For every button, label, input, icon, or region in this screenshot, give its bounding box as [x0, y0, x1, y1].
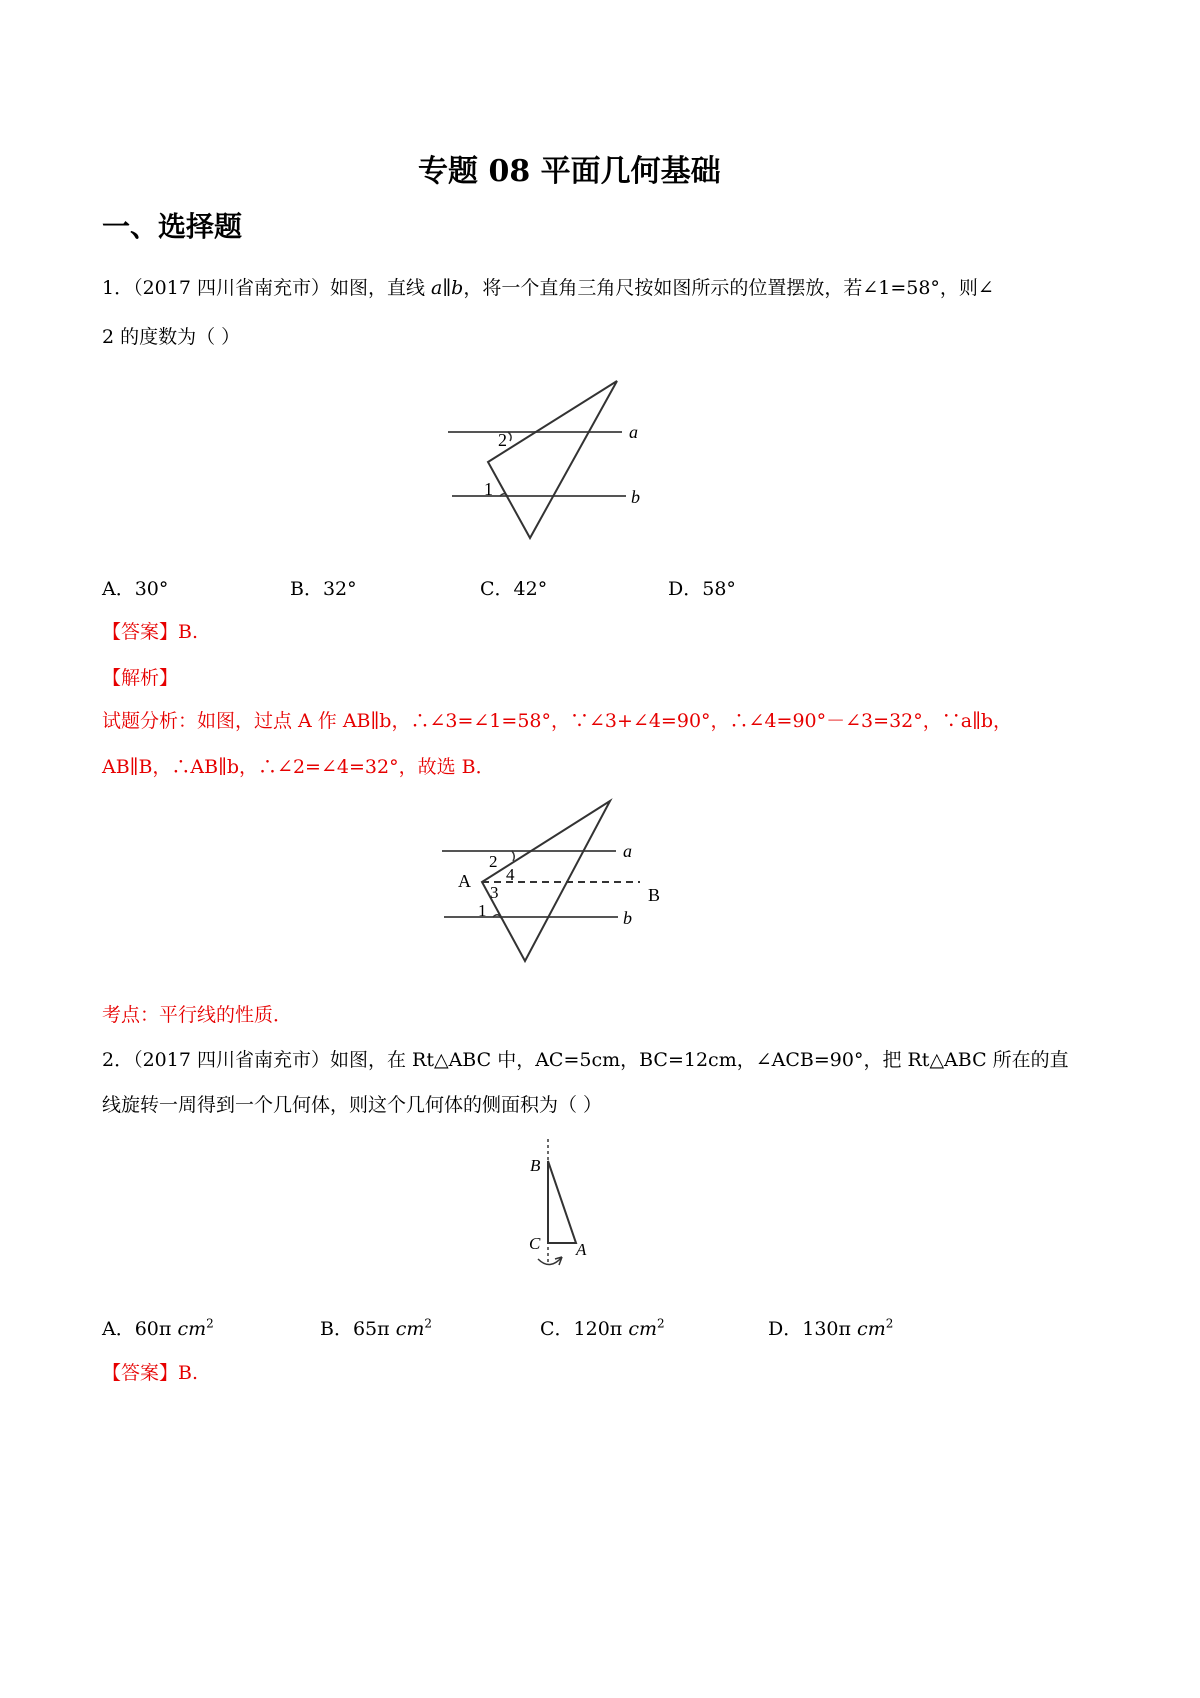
- label-point-b: B: [648, 885, 661, 905]
- q2-option-a-value: A．60π: [102, 1318, 172, 1340]
- q1-analysis-line2: AB∥B，∴AB∥b，∴∠2=∠4=32°，故选 B．: [102, 756, 495, 778]
- label-angle-4: 4: [506, 865, 515, 884]
- q1-solution-figure: [430, 795, 680, 970]
- q1-answer: 【答案】B.: [102, 621, 199, 643]
- label-c: C: [529, 1234, 541, 1253]
- q1-kaodian: 考点：平行线的性质．: [102, 1004, 293, 1026]
- label-angle-3: 3: [490, 883, 499, 902]
- q2-option-b: [320, 1314, 432, 1341]
- label-a: A: [576, 1240, 587, 1259]
- q2-option-b-exp: 2: [424, 1316, 432, 1331]
- label-b: b: [623, 908, 632, 928]
- right-triangle: [548, 1161, 576, 1243]
- q2-stem-line2: 线旋转一周得到一个几何体，则这个几何体的侧面积为（ ）: [102, 1094, 603, 1116]
- page-title: 专题 08 平面几何基础: [418, 154, 721, 189]
- q2-option-c-unit: cm: [628, 1318, 658, 1340]
- label-angle-1: 1: [484, 479, 493, 499]
- q2-option-b-value: B．65π: [320, 1318, 390, 1340]
- label-a: a: [623, 841, 632, 861]
- q2-option-a-unit: cm: [177, 1318, 207, 1340]
- angle-2-arc: [508, 432, 511, 441]
- q1-stem-part1: 1．（2017 四川省南充市）如图，直线: [102, 277, 432, 299]
- q2-option-c-exp: 2: [657, 1316, 665, 1331]
- q2-answer: 【答案】B.: [102, 1362, 199, 1384]
- q1-option-b: B．32°: [290, 578, 357, 600]
- q1-option-a: A．30°: [102, 578, 169, 600]
- q2-option-d-exp: 2: [885, 1316, 894, 1331]
- q1-stem-line2: 2 的度数为（ ）: [102, 326, 241, 348]
- q2-stem-line1: 2．（2017 四川省南充市）如图，在 Rt△ABC 中，AC=5cm，BC=12cm，∠ACB=90°，把 Rt△ABC 所在的直: [102, 1049, 1069, 1071]
- q1-stem-parallel: a∥b: [431, 277, 464, 299]
- label-angle-1: 1: [478, 901, 487, 920]
- q1-figure: [440, 370, 660, 550]
- triangle-ruler: [488, 381, 617, 538]
- q1-stem-line1: [102, 273, 994, 300]
- q1-analysis-heading: 【解析】: [102, 667, 179, 689]
- q1-option-d: D．58°: [668, 578, 736, 600]
- q2-option-d-unit: cm: [857, 1318, 886, 1340]
- q2-option-a: [102, 1314, 214, 1341]
- label-b: b: [631, 487, 640, 507]
- label-point-a: A: [458, 871, 471, 891]
- q1-stem-part2: ，将一个直角三角尺按如图所示的位置摆放，若∠1=58°，则∠: [463, 277, 994, 299]
- q2-option-c: [540, 1314, 665, 1341]
- q2-option-d-value: D．130π: [768, 1318, 851, 1340]
- q2-option-b-unit: cm: [395, 1318, 425, 1340]
- q2-option-d: [768, 1314, 893, 1341]
- angle-2-arc: [512, 851, 514, 861]
- label-a: a: [629, 422, 638, 442]
- label-b: B: [530, 1156, 541, 1175]
- q2-option-a-exp: 2: [206, 1316, 214, 1331]
- label-angle-2: 2: [498, 430, 507, 450]
- q2-figure: [520, 1135, 600, 1275]
- q2-option-c-value: C．120π: [540, 1318, 623, 1340]
- label-angle-2: 2: [489, 852, 498, 871]
- q1-analysis-line1: 试题分析：如图，过点 A 作 AB∥b，∴∠3=∠1=58°，∵∠3+∠4=90°，∴∠4=90°－∠3=32°，∵a∥b，: [102, 710, 1013, 732]
- q1-option-c: C．42°: [480, 578, 548, 600]
- section-heading: 一、选择题: [102, 210, 243, 243]
